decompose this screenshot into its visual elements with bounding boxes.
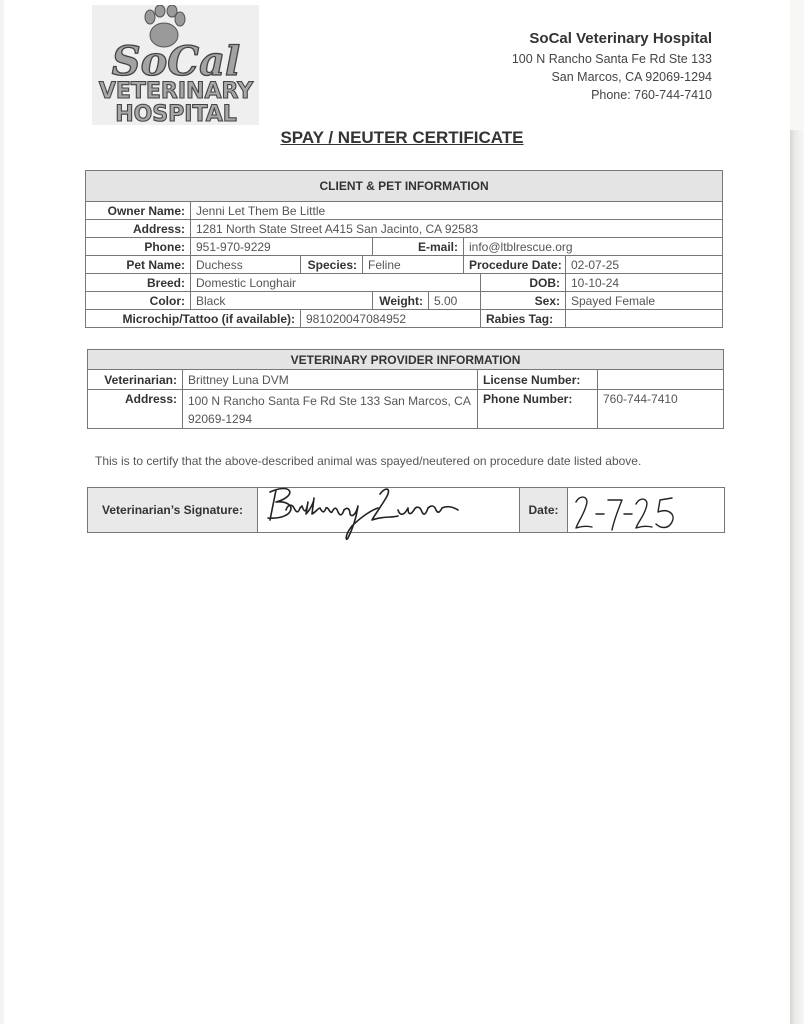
email-label: E-mail: [373, 238, 464, 256]
vet-section-header: VETERINARY PROVIDER INFORMATION [88, 350, 724, 370]
weight-label: Weight: [373, 292, 429, 310]
rabies-label: Rabies Tag: [481, 310, 566, 328]
vet-provider-table [87, 349, 724, 429]
hospital-address-line2: San Marcos, CA 92069-1294 [551, 70, 712, 84]
logo-hospital-text: HOSPITAL [115, 102, 237, 125]
pet-name-label: Pet Name: [86, 256, 191, 274]
weight-value: 5.00 [429, 292, 481, 310]
certification-statement: This is to certify that the above-described animal was spayed/neutered on procedure date listed above. [95, 454, 642, 468]
veterinarian-value: Brittney Luna DVM [183, 370, 478, 390]
sex-label: Sex: [481, 292, 566, 310]
species-value: Feline [363, 256, 464, 274]
phone-label: Phone: [86, 238, 191, 256]
date-label: Date: [520, 488, 568, 533]
logo-veterinary-text: VETERINARY [98, 79, 254, 104]
vet-address-label: Address: [88, 390, 183, 429]
license-label: License Number: [478, 370, 598, 390]
phone-value: 951-970-9229 [191, 238, 373, 256]
address-value: 1281 North State Street A415 San Jacinto, CA 92583 [191, 220, 723, 238]
vet-address-value: 100 N Rancho Santa Fe Rd Ste 133 San Marcos, CA 92069-1294 [183, 390, 478, 429]
vet-phone-value: 760-744-7410 [598, 390, 724, 429]
certificate-title-row [0, 128, 804, 148]
hospital-phone: Phone: 760-744-7410 [591, 88, 712, 102]
rabies-value [566, 310, 723, 328]
color-label: Color: [86, 292, 191, 310]
owner-value: Jenni Let Them Be Little [191, 202, 723, 220]
client-section-header: CLIENT & PET INFORMATION [86, 171, 723, 202]
microchip-label: Microchip/Tattoo (if available): [86, 310, 301, 328]
hospital-logo [92, 5, 259, 125]
logo-script-text: SoCal [111, 38, 241, 85]
hospital-address-line1: 100 N Rancho Santa Fe Rd Ste 133 [511, 52, 712, 66]
species-label: Species: [301, 256, 363, 274]
email-value: info@ltblrescue.org [464, 238, 723, 256]
address-label: Address: [86, 220, 191, 238]
color-value: Black [191, 292, 373, 310]
signature-label: Veterinarian’s Signature: [88, 488, 258, 533]
sex-value: Spayed Female [566, 292, 723, 310]
certificate-title: SPAY / NEUTER CERTIFICATE [280, 128, 524, 147]
procedure-date-value: 02-07-25 [566, 256, 723, 274]
client-pet-table [85, 170, 723, 328]
hospital-info [512, 28, 712, 104]
pet-name-value: Duchess [191, 256, 301, 274]
breed-label: Breed: [86, 274, 191, 292]
breed-value: Domestic Longhair [191, 274, 481, 292]
hospital-name: SoCal Veterinary Hospital [529, 30, 712, 47]
dob-value: 10-10-24 [566, 274, 723, 292]
license-value [598, 370, 724, 390]
microchip-value: 981020047084952 [301, 310, 481, 328]
handwritten-date [572, 490, 682, 534]
dob-label: DOB: [481, 274, 566, 292]
background-edge [790, 0, 804, 130]
page-shadow-edge [790, 130, 804, 1024]
owner-label: Owner Name: [86, 202, 191, 220]
vet-phone-label: Phone Number: [478, 390, 598, 429]
veterinarian-label: Veterinarian: [88, 370, 183, 390]
procedure-date-label: Procedure Date: [464, 256, 566, 274]
veterinarian-signature [262, 480, 492, 544]
